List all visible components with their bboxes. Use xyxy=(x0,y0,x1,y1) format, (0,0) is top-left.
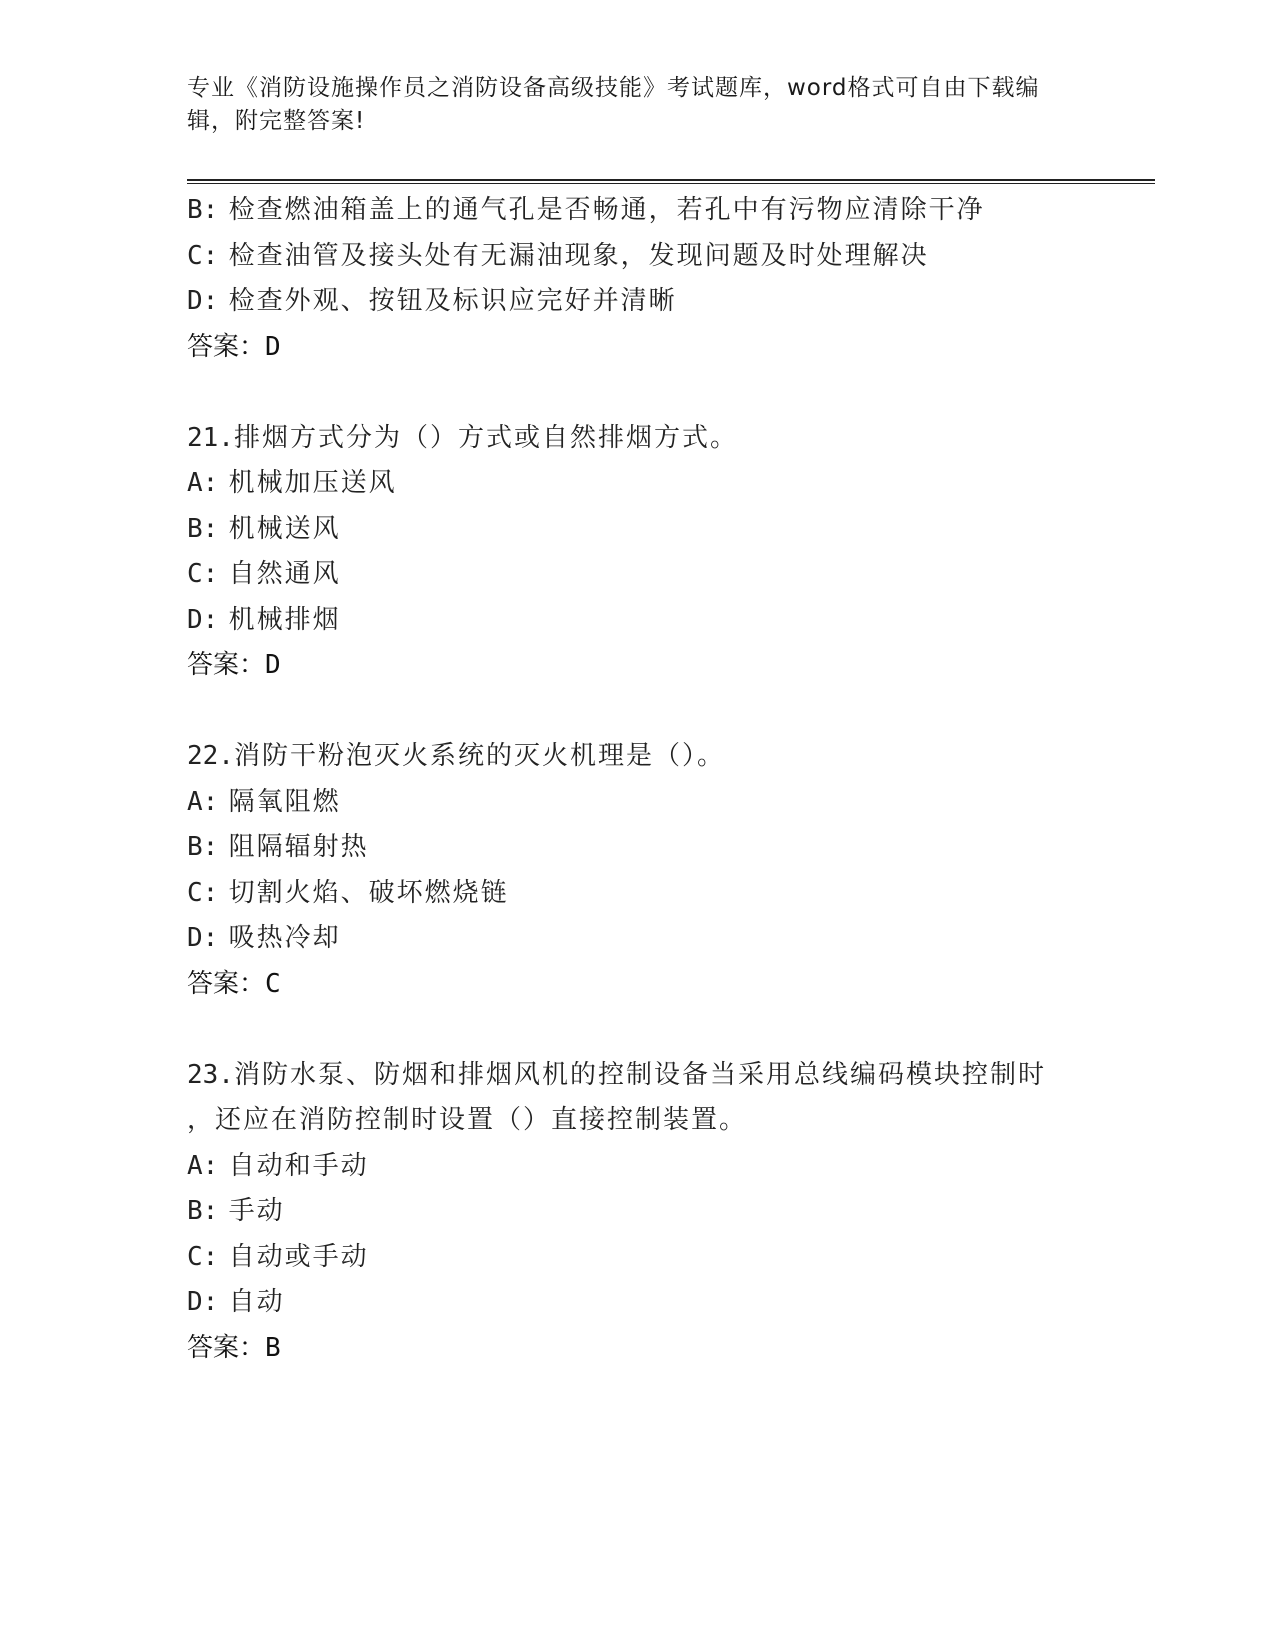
option-prefix: C: xyxy=(187,559,219,589)
question-stem xyxy=(187,416,1087,462)
question-number: 22. xyxy=(187,741,234,771)
spacer xyxy=(187,1007,1087,1053)
answer-label: 答案： xyxy=(187,650,266,680)
answer-line xyxy=(187,1326,1087,1372)
option-prefix: C: xyxy=(187,1241,219,1272)
answer-line xyxy=(187,643,1087,689)
option-prefix: B: xyxy=(187,513,219,544)
question-23 xyxy=(187,1053,1087,1372)
document-header xyxy=(187,72,1077,138)
option-text: 切割火焰、破坏燃烧链 xyxy=(228,877,509,908)
option-prefix: A: xyxy=(187,468,219,498)
option-text: 自然通风 xyxy=(228,559,341,589)
question-stem xyxy=(187,734,1087,780)
option-b xyxy=(187,188,1087,234)
option-text: 机械加压送风 xyxy=(228,468,397,498)
answer-label: 答案： xyxy=(187,1332,266,1363)
answer-label: 答案： xyxy=(187,331,266,362)
answer-label: 答案： xyxy=(187,968,266,999)
option-prefix: C: xyxy=(187,240,219,271)
option-prefix: B: xyxy=(187,832,219,862)
header-divider-thin xyxy=(187,183,1155,184)
option-text: 吸热冷却 xyxy=(228,923,341,953)
option-c xyxy=(187,234,1087,280)
option-prefix: D: xyxy=(187,1287,219,1317)
question-number: 21. xyxy=(187,422,234,453)
header-line-2: 辑，附完整答案! xyxy=(187,108,366,134)
option-prefix: B: xyxy=(187,195,219,225)
prev-question-block xyxy=(187,188,1087,370)
option-prefix: B: xyxy=(187,1196,219,1226)
option-c xyxy=(187,871,1087,917)
option-prefix: A: xyxy=(187,786,219,817)
option-d xyxy=(187,1280,1087,1326)
header-divider-thick xyxy=(187,179,1155,181)
answer-value: D xyxy=(265,331,281,362)
option-text: 机械送风 xyxy=(228,513,341,544)
spacer xyxy=(187,689,1087,735)
option-text: 阻隔辐射热 xyxy=(228,832,369,862)
option-text: 自动 xyxy=(228,1287,285,1317)
option-a xyxy=(187,461,1087,507)
option-prefix: C: xyxy=(187,877,219,908)
question-text: 消防水泵、防烟和排烟风机的控制设备当采用总线编码模块控制时 xyxy=(233,1059,1046,1090)
option-d xyxy=(187,916,1087,962)
answer-value: D xyxy=(265,650,281,680)
answer-value: C xyxy=(265,968,281,999)
header-line-1: 专业《消防设施操作员之消防设备高级技能》考试题库，word格式可自由下载编 xyxy=(187,75,1040,101)
option-d xyxy=(187,598,1087,644)
option-text: 自动或手动 xyxy=(228,1241,369,1272)
option-prefix: D: xyxy=(187,286,219,316)
question-22 xyxy=(187,734,1087,1007)
option-b xyxy=(187,507,1087,553)
option-d xyxy=(187,279,1087,325)
question-text: 排烟方式分为（）方式或自然排烟方式。 xyxy=(233,422,738,453)
option-text: 自动和手动 xyxy=(228,1150,369,1181)
question-text-continued: ，还应在消防控制时设置（）直接控制装置。 xyxy=(187,1105,748,1135)
spacer xyxy=(187,370,1087,416)
question-21 xyxy=(187,416,1087,689)
option-c xyxy=(187,1235,1087,1281)
answer-line xyxy=(187,962,1087,1008)
option-b xyxy=(187,1189,1087,1235)
question-stem xyxy=(187,1053,1087,1099)
answer-value: B xyxy=(265,1332,281,1363)
option-text: 机械排烟 xyxy=(228,604,341,635)
question-list xyxy=(187,188,1087,1371)
option-text: 检查外观、按钮及标识应完好并清晰 xyxy=(228,286,677,316)
question-text: 消防干粉泡灭火系统的灭火机理是（）。 xyxy=(233,741,725,771)
option-text: 检查油管及接头处有无漏油现象，发现问题及时处理解决 xyxy=(228,240,929,271)
option-a xyxy=(187,780,1087,826)
option-b xyxy=(187,825,1087,871)
option-text: 检查燃油箱盖上的通气孔是否畅通，若孔中有污物应清除干净 xyxy=(228,195,985,225)
option-prefix: D: xyxy=(187,923,219,953)
option-text: 隔氧阻燃 xyxy=(228,786,341,817)
question-number: 23. xyxy=(187,1059,234,1090)
option-a xyxy=(187,1144,1087,1190)
question-stem-continued xyxy=(187,1098,1087,1144)
answer-line xyxy=(187,325,1087,371)
option-c xyxy=(187,552,1087,598)
option-text: 手动 xyxy=(228,1196,285,1226)
option-prefix: D: xyxy=(187,604,219,635)
option-prefix: A: xyxy=(187,1150,219,1181)
